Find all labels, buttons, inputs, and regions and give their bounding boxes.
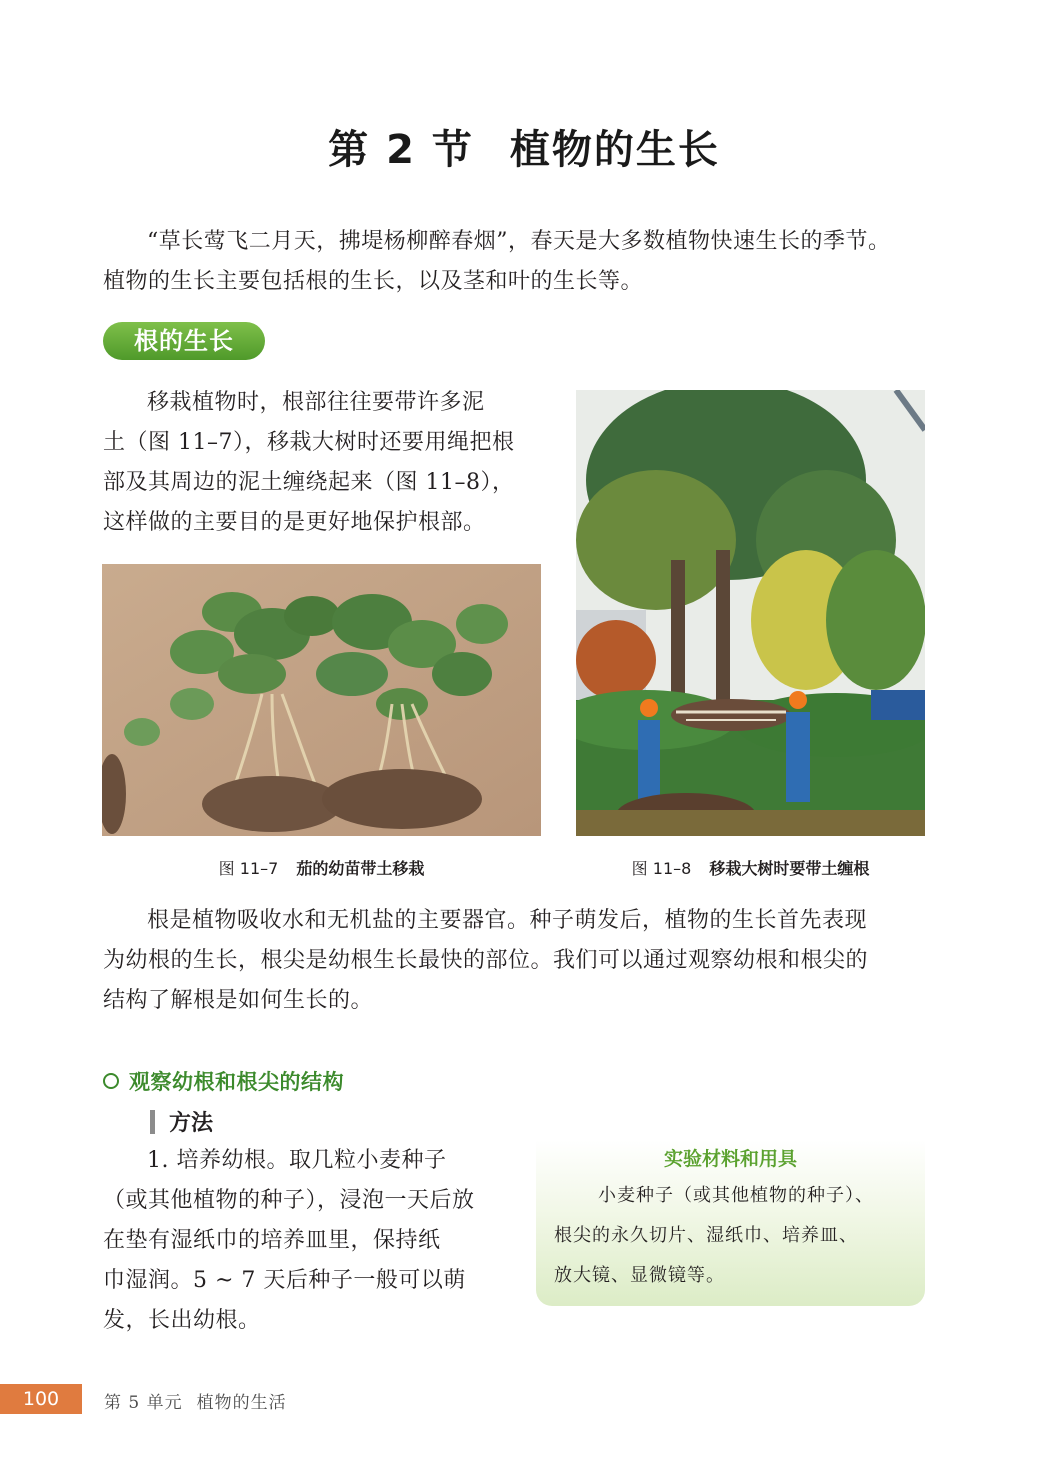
figure-caption-text: 茄的幼苗带土移栽 [296, 859, 425, 878]
paragraph-line: 为幼根的生长，根尖是幼根生长最快的部位。我们可以通过观察幼根和根尖的 [103, 948, 869, 973]
root-paragraph [103, 901, 925, 1021]
section-topic: 植物的生长 [509, 127, 720, 173]
figure-caption-11-8 [576, 856, 925, 879]
step1-paragraph [103, 1141, 493, 1341]
paragraph-line: 移栽植物时，根部往往要带许多泥 [147, 390, 485, 415]
unit-title: 植物的生活 [196, 1393, 287, 1413]
paragraph-line: 巾湿润。5 ~ 7 天后种子一般可以萌 [103, 1268, 466, 1293]
figure-caption-11-7 [102, 856, 541, 879]
bar-marker-icon [150, 1110, 155, 1134]
paragraph-line: 部及其周边的泥土缠绕起来（图 11–8）， [103, 470, 515, 495]
figure-number: 图 11–7 [218, 859, 279, 878]
method-heading [150, 1106, 213, 1137]
intro-line: 植物的生长主要包括根的生长，以及茎和叶的生长等。 [103, 269, 644, 294]
paragraph-line: 1. 培养幼根。取几粒小麦种子 [147, 1148, 447, 1173]
materials-body [554, 1176, 910, 1296]
tree-transplant-photo [576, 390, 925, 836]
unit-label: 第 5 单元 [104, 1393, 183, 1413]
paragraph-line: 根是植物吸收水和无机盐的主要器官。种子萌发后，植物的生长首先表现 [147, 908, 868, 933]
materials-line: 小麦种子（或其他植物的种子）、 [598, 1185, 874, 1206]
figure-number: 图 11–8 [631, 859, 692, 878]
paragraph-line: 结构了解根是如何生长的。 [103, 988, 374, 1013]
eggplant-seedlings-photo [102, 564, 541, 836]
activity-heading [103, 1066, 344, 1096]
page-number: 100 [0, 1384, 82, 1414]
materials-title: 实验材料和用具 [663, 1148, 797, 1170]
intro-paragraph [103, 222, 925, 302]
method-label: 方法 [169, 1110, 214, 1136]
transplant-paragraph [103, 383, 543, 543]
paragraph-line: 在垫有湿纸巾的培养皿里，保持纸 [103, 1228, 441, 1253]
section-heading-root-growth: 根的生长 [103, 322, 265, 360]
paragraph-line: （或其他植物的种子），浸泡一天后放 [103, 1188, 475, 1213]
circle-bullet-icon [103, 1073, 119, 1089]
materials-box [536, 1140, 925, 1306]
footer-unit [104, 1388, 287, 1413]
intro-line: “草长莺飞二月天，拂堤杨柳醉春烟”，春天是大多数植物快速生长的季节。 [147, 229, 891, 254]
section-number: 第 2 节 [328, 127, 474, 173]
paragraph-line: 发，长出幼根。 [103, 1308, 261, 1333]
page-title [0, 118, 1048, 175]
paragraph-line: 这样做的主要目的是更好地保护根部。 [103, 510, 486, 535]
figure-caption-text: 移栽大树时要带土缠根 [709, 859, 870, 878]
activity-title: 观察幼根和根尖的结构 [129, 1070, 344, 1094]
paragraph-line: 土（图 11–7），移栽大树时还要用绳把根 [103, 430, 515, 455]
materials-line: 根尖的永久切片、湿纸巾、培养皿、 [554, 1225, 858, 1246]
materials-line: 放大镜、显微镜等。 [554, 1265, 725, 1286]
